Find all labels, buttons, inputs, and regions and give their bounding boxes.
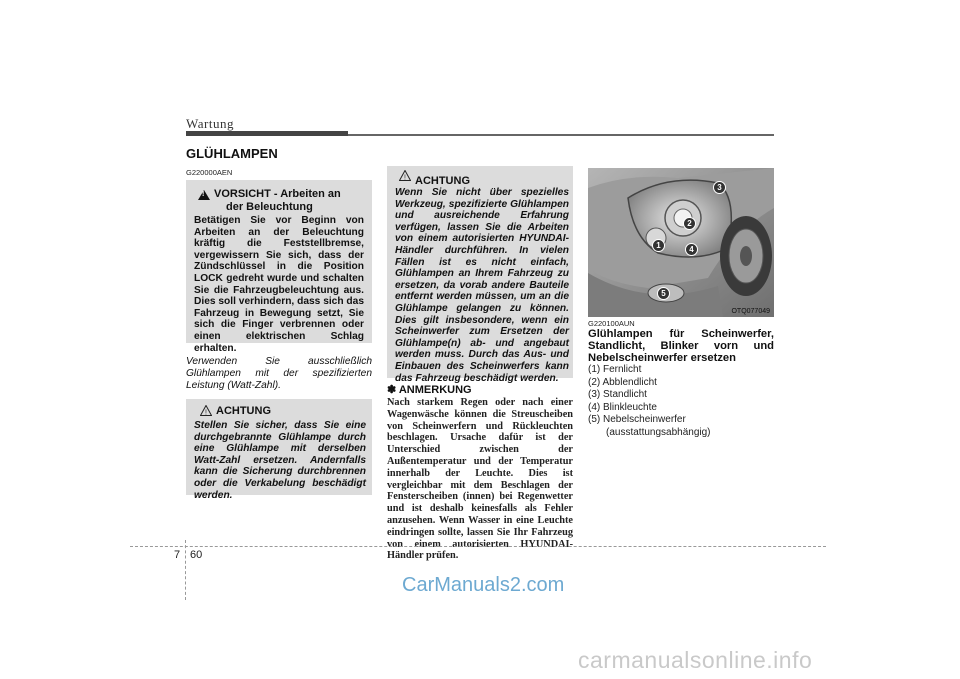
chapter-number: 7 xyxy=(174,549,181,561)
header-rule-accent xyxy=(186,131,348,136)
section-label: Wartung xyxy=(186,116,234,131)
list-item: (2) Abblendlicht xyxy=(588,376,657,388)
footer-divider xyxy=(185,540,186,600)
list-item: (3) Standlicht xyxy=(588,389,647,401)
caution-box xyxy=(186,180,372,354)
warning-triangle-icon xyxy=(399,170,411,181)
list-item: (5) Nebelscheinwerfer xyxy=(588,414,686,426)
watermark-link[interactable]: CarManuals2.com xyxy=(402,574,565,596)
note-title: ✽ ANMERKUNG xyxy=(387,384,472,396)
achtung-body-2: Wenn Sie nicht über spezielles Werkzeug, spezifizierte Glühlampen und ausreichende Erfahrung verfügen, lassen Sie die Arbeiten von einem autorisierten HYUNDAI-Händler durchführen. In vielen Fällen ist es nicht einfach, Glühlampen an Ihrem Fahrzeug zu ersetzen, da vorab andere Bauteile entfernt werden müssen, um an die Glühlampe gelangen zu können. Dies gilt insbesondere, wenn ein Scheinwerfer zum Ersetzen der Glühlampe(n) ab- und angebaut werden muss. Durch das Aus- und Einbauen des Scheinwerfers kann das Fahrzeug beschädigt werden. xyxy=(395,187,569,384)
watermark-footer: carmanualsonline.info xyxy=(578,647,813,673)
achtung-box-2 xyxy=(387,166,573,384)
note-body: Nach starkem Regen oder nach einer Wagenwäsche können die Streuscheiben von Scheinwerfern und Rückleuchten beschlagen. Ursache dafür ist der Unterschied zwischen der Außentemperatur und der Temperatur innerhalb der Leuchte. Dies ist vergleichbar mit dem Beschlagen der Fensterscheiben (innen) bei Regenwetter und ist deshalb keinesfalls als Fehler anzusehen. Wenn Wasser in eine Leuchte eindringen sollte, lassen Sie Ihr Fahrzeug von einem autorisierten HYUNDAI-Händler prüfen. xyxy=(387,397,573,562)
svg-text:!: ! xyxy=(404,174,406,181)
achtung-header-1 xyxy=(200,405,366,417)
warning-triangle-icon xyxy=(198,190,210,200)
page-number: 60 xyxy=(190,549,203,561)
page-title: GLÜHLAMPEN xyxy=(186,146,278,161)
list-item-note: (ausstattungsabhängig) xyxy=(606,426,711,438)
image-code: OTQ077049 xyxy=(731,308,770,315)
bulb-heading: Glühlampen für Scheinwerfer, Standlicht, Blinker vorn und Nebelscheinwerfer ersetzen xyxy=(588,328,774,364)
caution-title-2: der Beleuchtung xyxy=(226,200,313,213)
headlamp-photo xyxy=(588,168,774,317)
callout-3: 3 xyxy=(713,181,726,194)
list-item: (4) Blinkleuchte xyxy=(588,401,657,413)
achtung-header-2 xyxy=(399,170,569,187)
caution-header xyxy=(198,188,366,213)
achtung-body-1: Stellen Sie sicher, dass Sie eine durchgebrannte Glühlampe durch eine Glühlampe mit derselben Watt-Zahl ersetzen. Andernfalls kann die Sicherung durchbrennen oder die Verkabelung beschädigt werden. xyxy=(194,420,366,501)
wattage-note: Verwenden Sie ausschließlich Glühlampen mit der spezifizierten Leistung (Watt-Zahl). xyxy=(186,356,372,391)
callout-2: 2 xyxy=(683,217,696,230)
callout-1: 1 xyxy=(652,239,665,252)
footer-rule xyxy=(130,546,826,547)
list-item: (1) Fernlicht xyxy=(588,364,642,375)
bulb-list xyxy=(588,364,774,440)
achtung-title-2: ACHTUNG xyxy=(415,175,470,187)
achtung-box-1 xyxy=(186,399,372,501)
warning-triangle-icon xyxy=(200,405,212,416)
caution-title: VORSICHT - Arbeiten an xyxy=(214,188,341,200)
callout-5: 5 xyxy=(657,287,670,300)
section-code: G220000AEN xyxy=(186,168,233,177)
callout-4: 4 xyxy=(685,243,698,256)
caution-body: Betätigen Sie vor Beginn von Arbeiten an der Beleuchtung kräftig die Feststellbremse, vergewissern Sie sich, dass der Zündschlüssel in die Position LOCK gedreht wurde und schalten Sie die Fahrzeugbeleuchtung aus. Dies soll verhindern, dass sich das Fahrzeug in Bewegung setzt, Sie sich die Finger verbrennen oder einen elektrischen Schlag erhalten. xyxy=(194,215,364,354)
headlamp-illustration xyxy=(588,168,774,317)
achtung-title-1: ACHTUNG xyxy=(216,405,271,417)
svg-text:!: ! xyxy=(205,409,207,416)
section-code-2: G220100AUN xyxy=(588,319,635,328)
